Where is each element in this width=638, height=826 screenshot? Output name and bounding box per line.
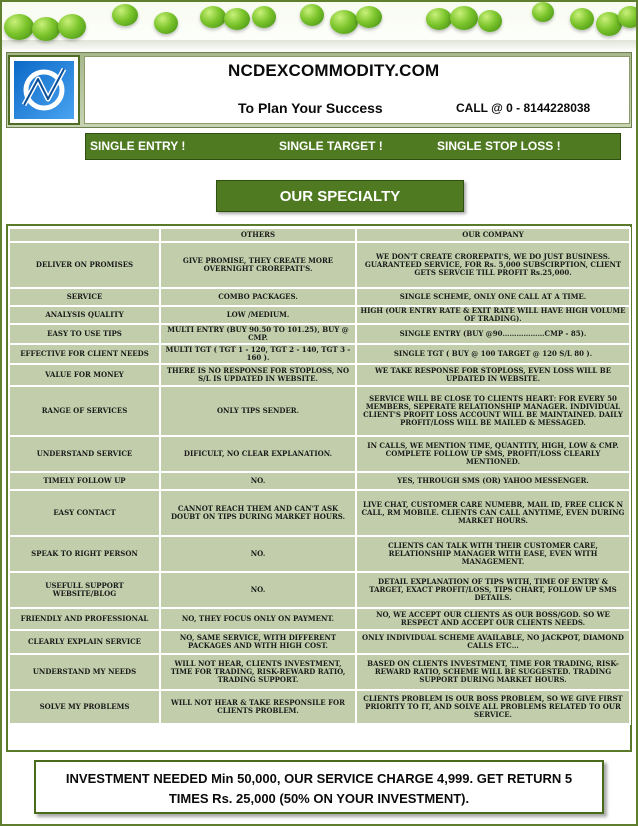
peas-banner-image: [0, 0, 638, 52]
table-row: [9, 436, 630, 472]
pea-decoration: [200, 6, 226, 28]
pea-decoration: [330, 10, 358, 34]
pea-decoration: [58, 14, 86, 39]
row-label: EFFECTIVE FOR CLIENT NEEDS: [9, 344, 160, 364]
company-cell: ONLY INDIVIDUAL SCHEME AVAILABLE, NO JACKPOT, DIAMOND CALLS ETC…: [356, 630, 630, 654]
company-cell: SINGLE SCHEME, ONLY ONE CALL AT A TIME.: [356, 288, 630, 306]
company-cell: WE TAKE RESPONSE FOR STOPLOSS, EVEN LOSS WILL BE UPDATED IN WEBSITE.: [356, 364, 630, 386]
table-row: [9, 306, 630, 324]
table-row: [9, 242, 630, 288]
company-cell: CLIENTS CAN TALK WITH THEIR CUSTOMER CARE, RELATIONSHIP MANAGER WITH EASE, EVEN WITH MANAGEMENT.: [356, 536, 630, 572]
table-row: [9, 654, 630, 690]
table-header-row: [9, 228, 630, 242]
pea-decoration: [426, 8, 452, 30]
table-row: [9, 572, 630, 608]
pea-decoration: [252, 6, 276, 28]
row-label: ANALYSIS QUALITY: [9, 306, 160, 324]
table-row: [9, 630, 630, 654]
logo-icon: [14, 61, 74, 119]
row-label: EASY TO USE TIPS: [9, 324, 160, 344]
table-row: [9, 386, 630, 436]
company-cell: SINGLE ENTRY (BUY @90………………CMP - 85).: [356, 324, 630, 344]
others-cell: MULTI ENTRY (BUY 90.50 TO 101.25), BUY @ CMP.: [160, 324, 356, 344]
pea-decoration: [450, 6, 478, 30]
pea-decoration: [570, 8, 594, 30]
others-cell: NO, THEY FOCUS ONLY ON PAYMENT.: [160, 608, 356, 630]
pea-decoration: [532, 2, 554, 22]
pea-decoration: [356, 6, 382, 28]
others-cell: MULTI TGT ( TGT 1 - 120, TGT 2 - 140, TGT 3 - 160 ).: [160, 344, 356, 364]
others-cell: ONLY TIPS SENDER.: [160, 386, 356, 436]
company-cell: NO, WE ACCEPT OUR CLIENTS AS OUR BOSS/GOD. SO WE RESPECT AND ACCEPT OUR CLIENTS NEEDS.: [356, 608, 630, 630]
company-cell: SINGLE TGT ( BUY @ 100 TARGET @ 120 S/L 80 ).: [356, 344, 630, 364]
table-row: [9, 472, 630, 490]
company-cell: CLIENTS PROBLEM IS OUR BOSS PROBLEM, SO WE GIVE FIRST PRIORITY TO IT, AND SOLVE ALL PROBLEMS RELATED TO OUR SERVICE.: [356, 690, 630, 724]
others-cell: NO.: [160, 472, 356, 490]
table-row: [9, 288, 630, 306]
others-cell: COMBO PACKAGES.: [160, 288, 356, 306]
row-label: SOLVE MY PROBLEMS: [9, 690, 160, 724]
company-cell: DETAIL EXPLANATION OF TIPS WITH, TIME OF ENTRY & TARGET, EXACT PROFIT/LOSS, TIPS CHART, FOLLOW UP SMS DETAILS.: [356, 572, 630, 608]
company-cell: IN CALLS, WE MENTION TIME, QUANTITY, HIGH, LOW & CMP. COMPLETE FOLLOW UP SMS, PROFIT/LOSS CLEARLY MENTIONED.: [356, 436, 630, 472]
others-cell: LOW /MEDIUM.: [160, 306, 356, 324]
others-cell: NO, SAME SERVICE, WITH DIFFERENT PACKAGES AND WITH HIGH COST.: [160, 630, 356, 654]
company-cell: WE DON'T CREATE CROREPATI'S, WE DO JUST BUSINESS. GUARANTEED SERVICE, FOR Rs. 5,000 SUBSCIRPTION, CLIENT GETS SERVCIE TILL PROFIT Rs.25,000.: [356, 242, 630, 288]
site-title: NCDEXCOMMODITY.COM: [228, 61, 440, 80]
company-cell: BASED ON CLIENTS INVESTMENT, TIME FOR TRADING, RISK-REWARD RATIO, SCHEME WILL BE SUGGESTED. TRADING SUPPORT DURING MARKET HOURS.: [356, 654, 630, 690]
single-stoploss-label: SINGLE STOP LOSS !: [437, 139, 561, 153]
row-label: VALUE FOR MONEY: [9, 364, 160, 386]
company-cell: YES, THROUGH SMS (OR) YAHOO MESSENGER.: [356, 472, 630, 490]
others-cell: GIVE PROMISE, THEY CREATE MORE OVERNIGHT CROREPATI'S.: [160, 242, 356, 288]
row-label: UNDERSTAND SERVICE: [9, 436, 160, 472]
others-cell: DIFICULT, NO CLEAR EXPLANATION.: [160, 436, 356, 472]
pea-decoration: [32, 17, 60, 41]
specialty-title: OUR SPECIALTY: [279, 188, 401, 205]
table-row: [9, 344, 630, 364]
others-cell: WILL NOT HEAR & TAKE RESPONSILE FOR CLIENTS PROBLEM.: [160, 690, 356, 724]
row-label: CLEARLY EXPLAIN SERVICE: [9, 630, 160, 654]
table-row: [9, 536, 630, 572]
row-label: FRIENDLY AND PROFESSIONAL: [9, 608, 160, 630]
row-label: RANGE OF SERVICES: [9, 386, 160, 436]
others-cell: THERE IS NO RESPONSE FOR STOPLOSS, NO S/L IS UPDATED IN WEBSITE.: [160, 364, 356, 386]
pea-decoration: [478, 10, 502, 32]
row-label: UNDERSTAND MY NEEDS: [9, 654, 160, 690]
investment-text-line-1: INVESTMENT NEEDED Min 50,000, OUR SERVICE CHARGE 4,999. GET RETURN 5: [65, 771, 573, 786]
company-cell: LIVE CHAT, CUSTOMER CARE NUMEBR, MAIL ID, FREE CLICK N CALL, RM MOBILE. CLIENTS CAN CALL ANYTIME, EVEN DURING MARKET HOURS.: [356, 490, 630, 536]
pea-decoration: [112, 4, 138, 26]
row-label: SERVICE: [9, 288, 160, 306]
logo: [8, 55, 80, 125]
row-label: SPEAK TO RIGHT PERSON: [9, 536, 160, 572]
table-row: [9, 324, 630, 344]
tagline: To Plan Your Success: [238, 100, 383, 116]
header-cell: OTHERS: [160, 228, 356, 242]
table-row: [9, 690, 630, 724]
pea-decoration: [224, 8, 250, 30]
table-row: [9, 490, 630, 536]
row-label: USEFULL SUPPORT WEBSITE/BLOG: [9, 572, 160, 608]
pea-decoration: [300, 4, 324, 26]
row-label: TIMELY FOLLOW UP: [9, 472, 160, 490]
comparison-table: [8, 227, 631, 725]
single-entry-label: SINGLE ENTRY !: [90, 139, 186, 153]
row-label: DELIVER ON PROMISES: [9, 242, 160, 288]
company-cell: SERVICE WILL BE CLOSE TO CLIENTS HEART: FOR EVERY 50 MEMBERS, SEPERATE RELATIONSHIP MANAGER. INDIVIDUAL CLIENT'S PROFIT LOSS ACCOUNT WILL BE MAINTAINED. DAILY PROFIT/LOSS WILL BE MAILED & MESSAGED.: [356, 386, 630, 436]
single-target-label: SINGLE TARGET !: [279, 139, 383, 153]
others-cell: WILL NOT HEAR, CLIENTS INVESTMENT, TIME FOR TRADING, RISK-REWARD RATIO, TRADING SUPPORT.: [160, 654, 356, 690]
pea-decoration: [154, 12, 178, 34]
banner-shadow: [0, 40, 638, 52]
header-cell: [9, 228, 160, 242]
others-cell: NO.: [160, 572, 356, 608]
others-cell: NO.: [160, 536, 356, 572]
row-label: EASY CONTACT: [9, 490, 160, 536]
header-cell: OUR COMPANY: [356, 228, 630, 242]
company-cell: HIGH (OUR ENTRY RATE & EXIT RATE WILL HAVE HIGH VOLUME OF TRADING).: [356, 306, 630, 324]
pea-decoration: [618, 6, 638, 28]
call-number: CALL @ 0 - 8144228038: [456, 101, 591, 115]
others-cell: CANNOT REACH THEM AND CAN'T ASK DOUBT ON TIPS DURING MARKET HOURS.: [160, 490, 356, 536]
investment-text-line-2: TIMES Rs. 25,000 (50% ON YOUR INVESTMENT).: [168, 791, 470, 806]
table-row: [9, 364, 630, 386]
table-row: [9, 608, 630, 630]
pea-decoration: [4, 14, 34, 40]
